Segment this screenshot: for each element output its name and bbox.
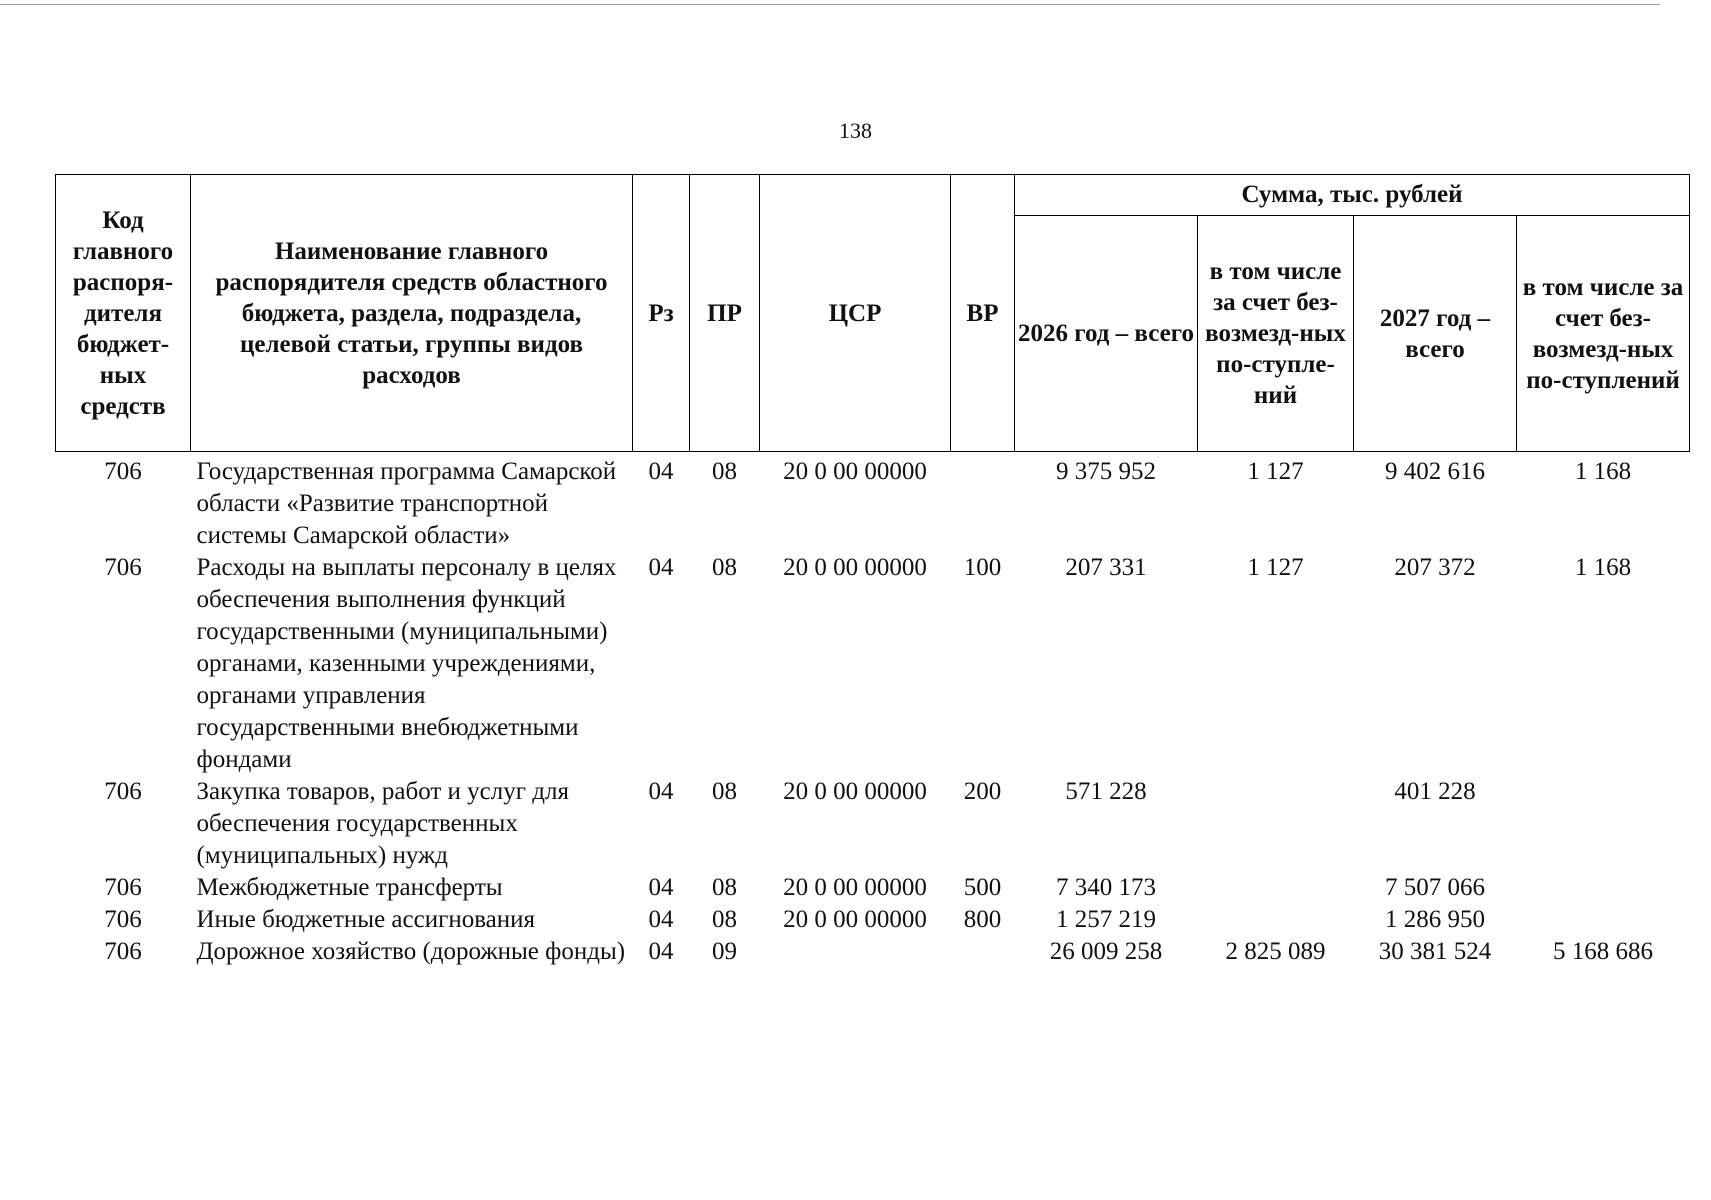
cell-2026-grants (1198, 872, 1354, 904)
cell-pr: 08 (712, 874, 737, 901)
cell-name: Иные бюджетные ассигнования (196, 906, 536, 933)
cell-code: 706 (104, 554, 142, 581)
cell-csr: 20 0 00 00000 (783, 778, 927, 805)
cell-code: 706 (104, 938, 142, 965)
cell-rz: 04 (648, 938, 674, 965)
cell-vr: 800 (963, 906, 1002, 933)
table-header (56, 175, 1690, 452)
cell-2027-grants: 1 168 (1574, 554, 1632, 581)
table-row (56, 872, 1690, 904)
cell-code: 706 (104, 778, 142, 805)
cell-2027-grants: 1 168 (1574, 458, 1632, 485)
cell-pr: 09 (712, 938, 737, 965)
cell-2026-total: 7 340 173 (1056, 874, 1156, 901)
header-2026-grants: в том числе за счет без-возмезд-ных по-ступле-ний (1198, 216, 1354, 452)
top-rule (0, 4, 1660, 5)
cell-code: 706 (104, 458, 142, 485)
cell-csr: 20 0 00 00000 (783, 458, 927, 485)
cell-vr: 500 (963, 874, 1002, 901)
cell-2026-total: 1 257 219 (1056, 906, 1156, 933)
cell-2026-grants: 1 127 (1247, 458, 1304, 485)
table-row (56, 904, 1690, 936)
cell-rz: 04 (648, 458, 674, 485)
cell-2027-total: 7 507 066 (1385, 874, 1485, 901)
cell-pr: 08 (712, 906, 737, 933)
cell-code: 706 (104, 874, 142, 901)
cell-vr: 200 (963, 778, 1002, 805)
cell-vr: 100 (963, 554, 1002, 581)
table-row (56, 552, 1690, 776)
header-2027-total: 2027 год – всего (1354, 216, 1517, 452)
table-body (56, 452, 1690, 969)
cell-name: Государственная программа Самарской области «Развитие транспортной системы Самарской области» (196, 458, 617, 549)
cell-2026-total: 571 228 (1065, 778, 1147, 805)
cell-pr: 08 (712, 458, 737, 485)
header-sum-group: Сумма, тыс. рублей (1015, 175, 1690, 216)
header-pr: ПР (690, 175, 760, 452)
cell-name: Расходы на выплаты персоналу в целях обеспечения выполнения функций государственными (муниципальными) органами, казенными учреждениями, органами управления государственными внебюджетными фондами (196, 554, 617, 773)
header-2027-grants: в том числе за счет без-возмезд-ных по-ступлений (1517, 216, 1690, 452)
cell-csr: 20 0 00 00000 (783, 874, 927, 901)
budget-table (55, 174, 1690, 968)
header-vr: ВР (951, 175, 1015, 452)
cell-pr: 08 (712, 778, 737, 805)
cell-2026-grants: 2 825 089 (1225, 938, 1326, 965)
cell-2026-grants (1198, 776, 1354, 872)
cell-2026-grants (1198, 904, 1354, 936)
cell-rz: 04 (648, 554, 674, 581)
cell-name: Межбюджетные трансферты (196, 874, 503, 901)
cell-2027-total: 30 381 524 (1378, 938, 1492, 965)
cell-2027-total: 401 228 (1394, 778, 1476, 805)
cell-name: Закупка товаров, работ и услуг для обеспечения государственных (муниципальных) нужд (196, 778, 569, 869)
cell-pr: 08 (712, 554, 737, 581)
cell-rz: 04 (648, 778, 674, 805)
cell-2027-total: 1 286 950 (1385, 906, 1485, 933)
cell-2027-grants: 5 168 686 (1553, 938, 1654, 965)
cell-csr (760, 936, 951, 968)
cell-2026-total: 207 331 (1065, 554, 1147, 581)
table-row (56, 452, 1690, 553)
cell-2027-grants (1517, 904, 1690, 936)
cell-2026-total: 26 009 258 (1049, 938, 1163, 965)
cell-name: Дорожное хозяйство (дорожные фонды) (196, 938, 626, 965)
header-2026-total: 2026 год – всего (1015, 216, 1198, 452)
cell-2026-grants: 1 127 (1247, 554, 1304, 581)
cell-csr: 20 0 00 00000 (783, 906, 927, 933)
cell-vr (951, 452, 1015, 553)
header-code: Код главного распоря-дителя бюджет-ных средств (56, 175, 191, 452)
header-rz: Рз (633, 175, 690, 452)
header-csr: ЦСР (760, 175, 951, 452)
cell-2027-grants (1517, 776, 1690, 872)
cell-2026-total: 9 375 952 (1056, 458, 1156, 485)
cell-vr (951, 936, 1015, 968)
cell-code: 706 (104, 906, 142, 933)
cell-rz: 04 (648, 874, 674, 901)
cell-2027-total: 9 402 616 (1385, 458, 1485, 485)
cell-2027-grants (1517, 872, 1690, 904)
table-row (56, 776, 1690, 872)
page-number: 138 (839, 118, 872, 143)
cell-rz: 04 (648, 906, 674, 933)
cell-2027-total: 207 372 (1394, 554, 1476, 581)
cell-csr: 20 0 00 00000 (783, 554, 927, 581)
header-name: Наименование главного распорядителя средств областного бюджета, раздела, подраздела, целевой статьи, группы видов расходов (191, 175, 633, 452)
table-row (56, 936, 1690, 968)
